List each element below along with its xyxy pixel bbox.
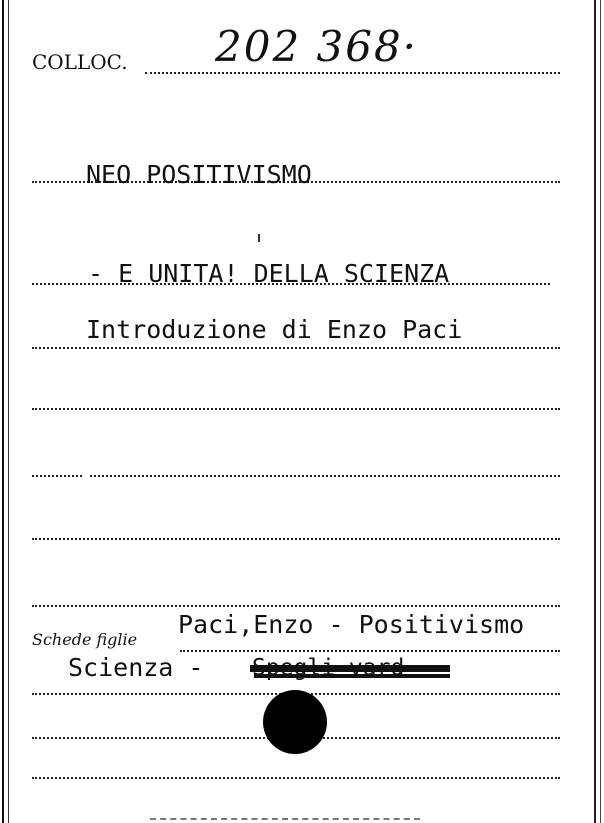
punch-hole [263,690,327,754]
strikethrough-bar-1 [250,665,450,672]
colloc-dotted-line [145,72,560,74]
colloc-label: COLLOC. [32,50,128,74]
dotted-line-9 [180,650,560,652]
child-entry-1: Paci,Enzo - Positivismo [178,610,525,639]
dotted-line-8 [32,605,560,607]
dotted-line-7 [32,538,560,540]
child-entry-2: Scienza - [68,653,204,682]
dotted-line-4 [32,347,560,349]
dotted-line-12 [32,777,560,779]
heading-text: NEO POSITIVISMO [86,160,312,189]
schede-figlie-label: Schede figlie [32,630,138,649]
dotted-line-6a [32,475,82,477]
dotted-line-6b [90,475,560,477]
card-left-edge [2,0,4,823]
dotted-line-5 [32,408,560,410]
card-right-outer-edge [600,0,601,823]
bottom-edge-marks [150,818,420,820]
colloc-number: 202 368· [215,22,419,71]
pencil-mark [258,234,260,242]
strikethrough-bar-2 [254,674,450,678]
introduction-text: Introduzione di Enzo Paci [86,315,463,344]
card-right-edge [594,0,596,823]
card-left-inner-edge [8,0,9,823]
subtitle-text: - E UNITA! DELLA SCIENZA [88,259,450,288]
